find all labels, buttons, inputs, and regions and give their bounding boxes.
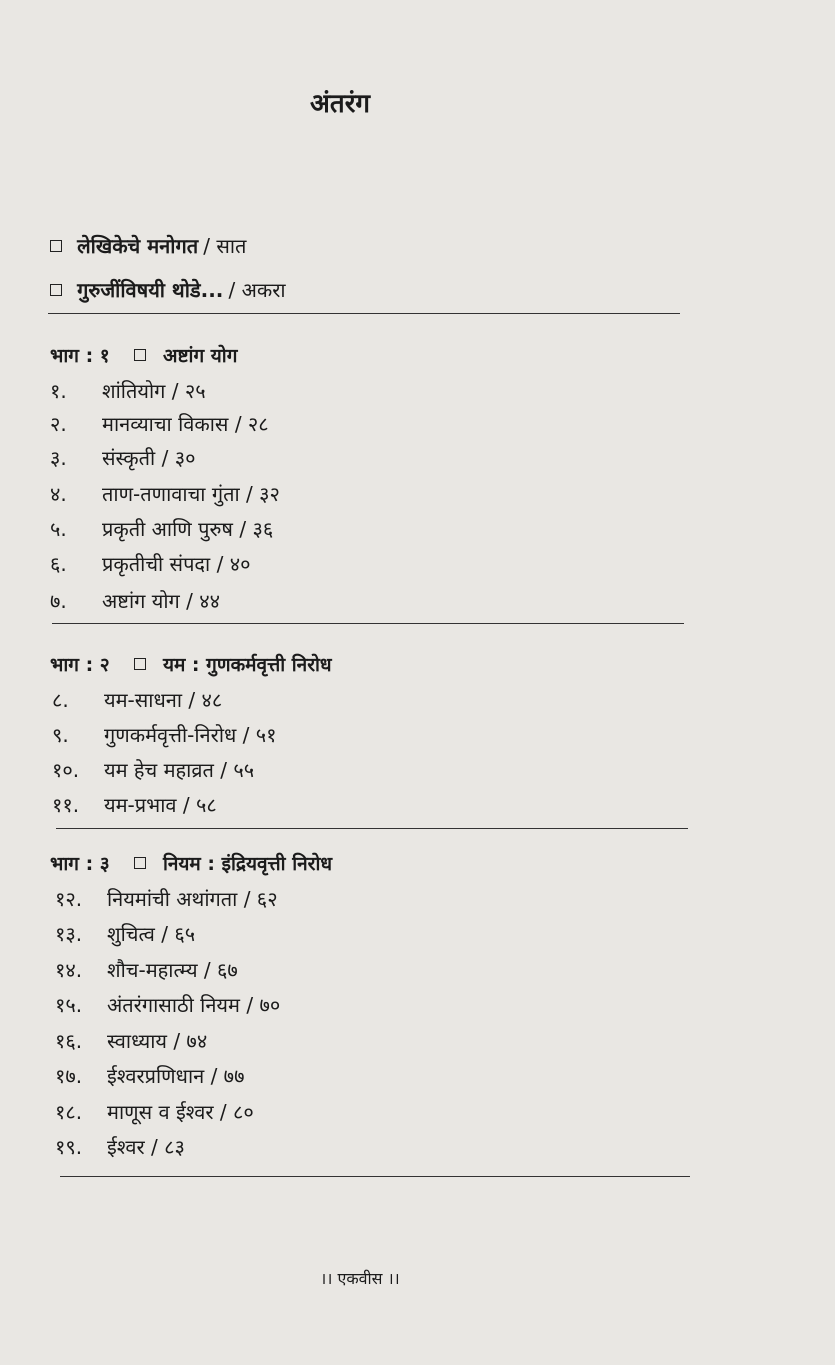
entry-number: ७.	[50, 589, 67, 613]
entry-number: ३.	[50, 446, 67, 470]
toc-entry	[52, 791, 217, 818]
part-title: यम : गुणकर्मवृत्ती निरोध	[162, 654, 332, 676]
checkbox-square-icon	[50, 284, 62, 296]
intro-item	[50, 276, 286, 303]
entry-text: स्वाध्याय / ७४	[107, 1029, 208, 1053]
intro-page: / सात	[203, 234, 247, 258]
entry-text: अष्टांग योग / ४४	[102, 589, 221, 613]
toc-entry	[50, 515, 273, 542]
divider	[48, 313, 680, 314]
entry-number: १८.	[55, 1100, 83, 1124]
entry-text: नियमांची अथांगता / ६२	[107, 887, 278, 911]
entry-text: प्रकृती आणि पुरुष / ३६	[102, 517, 274, 541]
entry-text: संस्कृती / ३०	[102, 446, 196, 470]
entry-number: ११.	[52, 793, 80, 817]
entry-number: २.	[50, 412, 67, 436]
part-heading	[50, 651, 332, 677]
toc-entry	[52, 756, 254, 783]
entry-text: ईश्वर / ८३	[107, 1135, 185, 1159]
toc-entry	[55, 991, 280, 1018]
part-number: भाग : २	[50, 654, 110, 676]
entry-number: ४.	[50, 482, 67, 506]
checkbox-square-icon	[134, 857, 146, 869]
part-title: नियम : इंद्रियवृत्ती निरोध	[162, 853, 333, 875]
entry-number: ९.	[52, 723, 69, 747]
toc-entry	[52, 721, 277, 748]
toc-entry	[50, 377, 206, 404]
entry-number: १४.	[55, 958, 83, 982]
entry-number: १५.	[55, 993, 83, 1017]
entry-text: प्रकृतीची संपदा / ४०	[102, 552, 251, 576]
toc-entry	[50, 444, 196, 471]
entry-text: यम-प्रभाव / ५८	[104, 793, 217, 817]
toc-entry	[55, 1027, 207, 1054]
entry-number: ८.	[52, 688, 69, 712]
checkbox-square-icon	[134, 349, 146, 361]
checkbox-square-icon	[134, 658, 146, 670]
toc-entry	[55, 1062, 244, 1089]
intro-label: लेखिकेचे मनोगत	[77, 234, 199, 258]
toc-entry	[55, 920, 195, 947]
part-number: भाग : ३	[50, 853, 110, 875]
toc-entry	[52, 686, 222, 713]
page-title: अंतरंग	[310, 89, 370, 119]
entry-text: माणूस व ईश्वर / ८०	[107, 1100, 254, 1124]
toc-entry	[50, 410, 269, 437]
entry-number: ५.	[50, 517, 67, 541]
divider	[52, 623, 684, 624]
entry-text: गुणकर्मवृत्ती-निरोध / ५१	[104, 723, 277, 747]
part-heading	[50, 342, 237, 368]
entry-text: शांतियोग / २५	[102, 379, 206, 403]
toc-entry	[55, 1098, 254, 1125]
entry-number: १९.	[55, 1135, 83, 1159]
entry-text: ताण-तणावाचा गुंता / ३२	[102, 482, 280, 506]
toc-entry	[50, 550, 251, 577]
entry-number: १.	[50, 379, 67, 403]
entry-text: यम-साधना / ४८	[104, 688, 223, 712]
entry-text: मानव्याचा विकास / २८	[102, 412, 269, 436]
divider	[56, 828, 688, 829]
entry-number: ६.	[50, 552, 67, 576]
toc-entry	[50, 480, 280, 507]
entry-number: १६.	[55, 1029, 83, 1053]
part-title: अष्टांग योग	[162, 345, 238, 367]
entry-text: शौच-महात्म्य / ६७	[107, 958, 238, 982]
intro-label: गुरुजींविषयी थोडे...	[77, 278, 224, 302]
entry-text: ईश्वरप्रणिधान / ७७	[107, 1064, 245, 1088]
entry-number: १७.	[55, 1064, 83, 1088]
toc-entry	[55, 956, 238, 983]
entry-text: अंतरंगासाठी नियम / ७०	[107, 993, 281, 1017]
toc-entry	[55, 1133, 185, 1160]
entry-number: १०.	[52, 758, 80, 782]
entry-number: १३.	[55, 922, 83, 946]
page-number-footer: ।। एकवीस ।।	[320, 1269, 400, 1288]
toc-entry	[55, 885, 278, 912]
part-heading	[50, 850, 332, 876]
entry-text: यम हेच महाव्रत / ५५	[104, 758, 255, 782]
entry-number: १२.	[55, 887, 83, 911]
checkbox-square-icon	[50, 240, 62, 252]
part-number: भाग : १	[50, 345, 110, 367]
toc-entry	[50, 587, 220, 614]
entry-text: शुचित्व / ६५	[107, 922, 196, 946]
intro-item	[50, 232, 246, 259]
intro-page: / अकरा	[228, 278, 286, 302]
divider	[60, 1176, 690, 1177]
